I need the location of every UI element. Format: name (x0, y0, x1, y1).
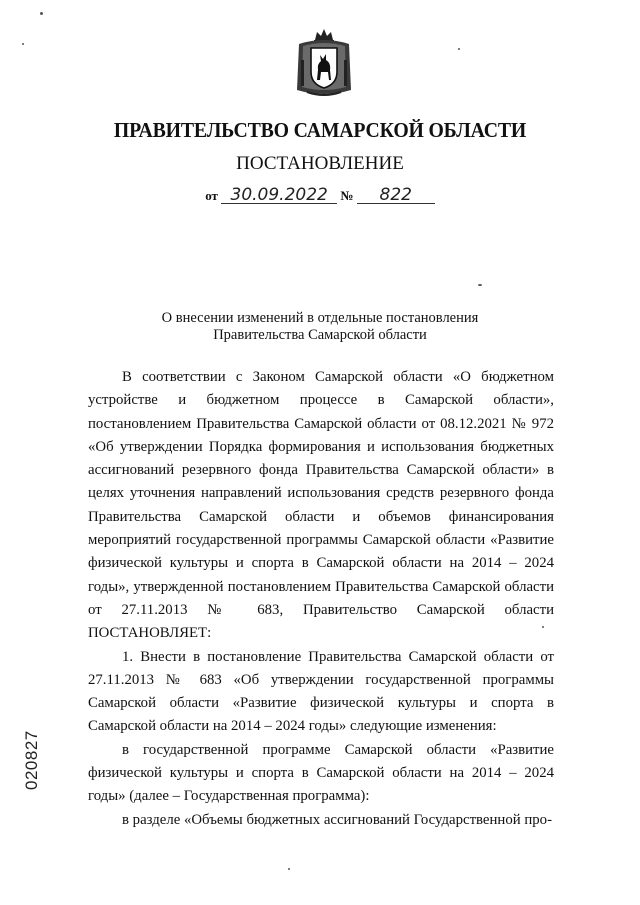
scan-speck (22, 43, 24, 45)
body-paragraph: в государственной программе Самарской области «Развитие физической культуры и спорта в Самарской области на 2014 – 2024 годы» (далее – Государственная программа): (88, 741, 554, 805)
number-value: 822 (357, 187, 435, 204)
document-subject (0, 310, 640, 344)
body-paragraph: в разделе «Объемы бюджетных ассигнований Государственной про- (122, 811, 552, 828)
body-paragraph: В соответствии с Законом Самарской области «О бюджетном устройстве и бюджетном процессе в Самарской области», постановлением Правительства Самарской области от 08.12.2021 № 972 «Об утверждении Порядка формирования и использования бюджетных ассигнований резервного фонда Правительства Самарской области» в целях уточнения направлений использования средств резервного фонда Правительства Самарской области и объемов финансирования мероприятий государственной программы Самарской области «Развитие физической культуры и спорта в Самарской области на 2014 – 2024 годы», утвержденной постановлением Правительства Самарской области от 27.11.2013 № 683, Правительство Самарской области ПОСТАНОВЛЯЕТ: (88, 369, 554, 642)
scan-speck (542, 626, 544, 628)
samara-coat-of-arms-icon (293, 26, 355, 100)
government-name: ПРАВИТЕЛЬСТВО САМАРСКОЙ ОБЛАСТИ (113, 118, 527, 142)
scan-speck (40, 12, 43, 15)
scan-speck (458, 48, 460, 50)
subject-line-1: О внесении изменений в отдельные постановления (161, 310, 479, 326)
serial-number: 020827 (22, 730, 41, 790)
number-label: № (340, 188, 354, 203)
scan-speck (478, 284, 482, 286)
subject-line-2: Правительства Самарской области (213, 327, 427, 343)
date-value: 30.09.2022 (221, 187, 337, 204)
date-label: от (205, 188, 218, 203)
scan-speck (288, 868, 290, 870)
date-number-line (0, 187, 640, 204)
body-paragraph: 1. Внести в постановление Правительства Самарской области от 27.11.2013 № 683 «Об утверждении государственной программы Самарской области «Развитие физической культуры и спорта в Самарской области на 2014 – 2024 годы» следующие изменения: (88, 648, 554, 735)
document-body (88, 366, 554, 832)
document-type: ПОСТАНОВЛЕНИЕ (236, 153, 404, 174)
